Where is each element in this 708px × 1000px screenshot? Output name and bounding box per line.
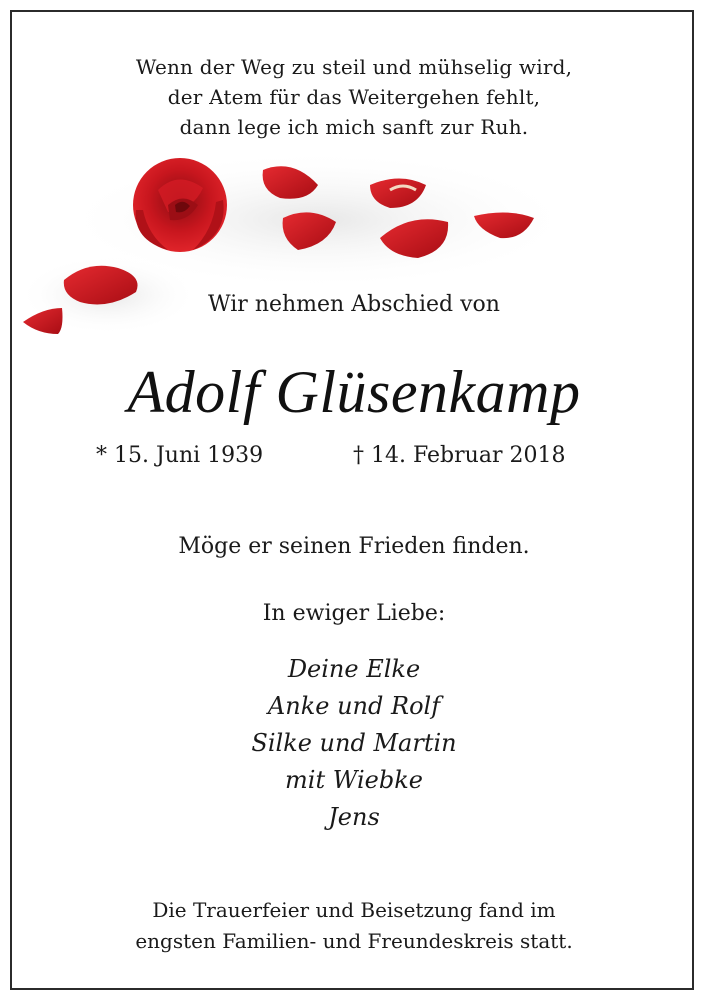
mourner: mit Wiebke: [285, 766, 423, 794]
birth-date: * 15. Juni 1939: [96, 443, 264, 468]
poem-line-3: dann lege ich mich sanft zur Ruh.: [179, 115, 529, 139]
mourner: Anke und Rolf: [267, 692, 441, 720]
deceased-name: Adolf Glüsenkamp: [127, 359, 581, 425]
funeral-note: [0, 895, 708, 957]
mourner: Silke und Martin: [251, 729, 457, 757]
funeral-line-1: Die Trauerfeier und Beisetzung fand im: [152, 898, 556, 922]
mourner: Deine Elke: [287, 655, 421, 683]
mourner: Jens: [328, 803, 380, 831]
funeral-line-2: engsten Familien- und Freundeskreis statt.: [135, 929, 573, 953]
love-line: In ewiger Liebe:: [262, 601, 446, 626]
rose-icon: [133, 158, 227, 252]
mourners-list: [0, 651, 708, 836]
poem-line-1: Wenn der Weg zu steil und mühselig wird,: [135, 55, 573, 79]
death-date: † 14. Februar 2018: [353, 443, 566, 468]
peace-line: Möge er seinen Frieden finden.: [178, 534, 530, 559]
poem-line-2: der Atem für das Weitergehen fehlt,: [167, 85, 541, 109]
poem: [0, 52, 708, 142]
farewell-line: Wir nehmen Abschied von: [208, 292, 500, 317]
